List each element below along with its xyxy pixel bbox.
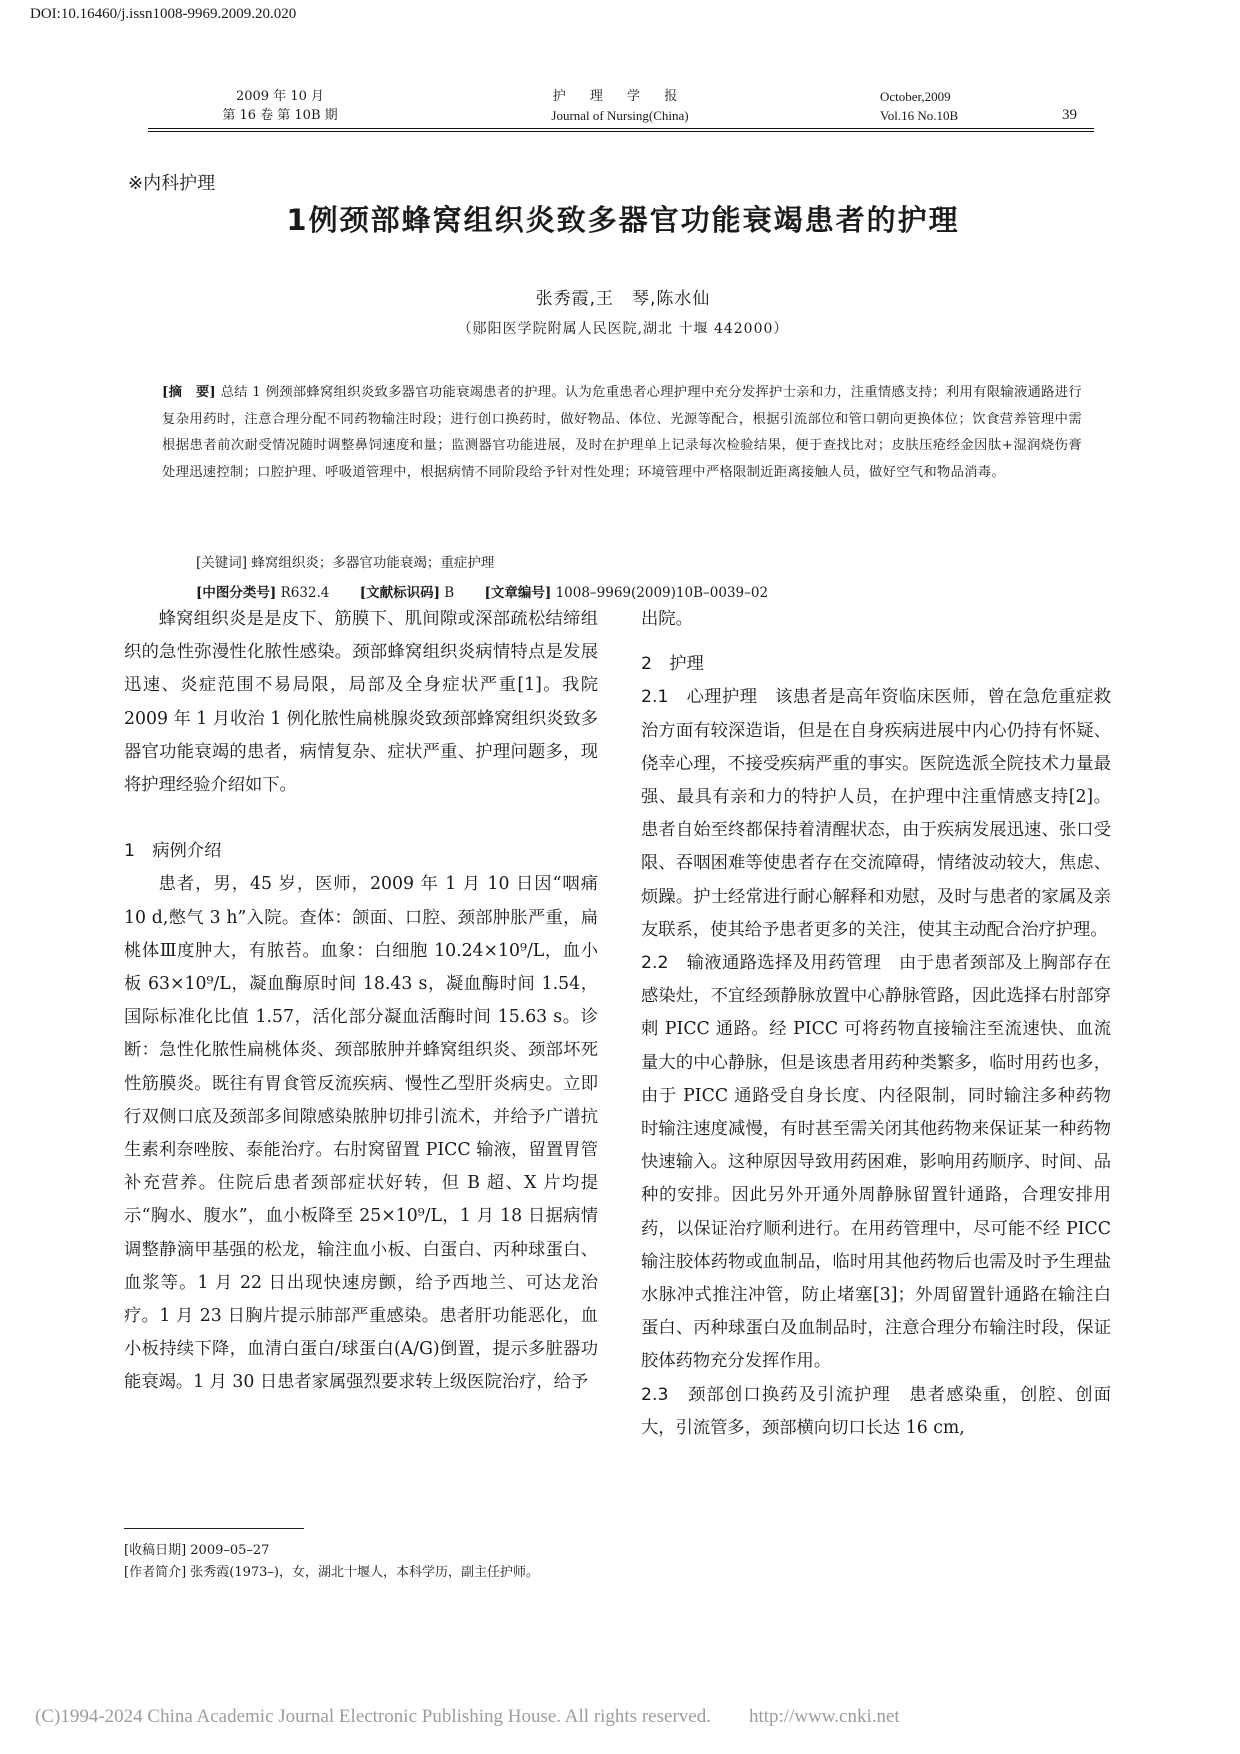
footnote-received: [收稿日期] 2009–05–27 — [124, 1543, 270, 1558]
abstract — [162, 380, 1082, 486]
section-tag: ※内科护理 — [128, 173, 216, 194]
subsection-2-3-text: 患者感染重，创腔、创面大，引流管多，颈部横向切口长达 16 cm, — [641, 1384, 1111, 1438]
footnote-author-bio: [作者简介] 张秀霞(1973–)，女，湖北十堰人，本科学历，副主任护师。 — [124, 1565, 540, 1580]
header-rule-top — [148, 128, 1094, 129]
section-2-heading: 2 护理 — [641, 654, 704, 675]
article-number-value: 1008–9969(2009)10B–0039–02 — [555, 585, 769, 601]
copyright-notice: (C)1994-2024 China Academic Journal Electronic Publishing House. All rights reserved. http://www.cnki.net — [35, 1706, 900, 1727]
subsection-2-1-text: 该患者是高年资临床医师，曾在急危重症救治方面有较深造诣，但是在自身疾病进展中内心仍持有怀疑、侥幸心理，不接受疾病严重的事实。医院选派全院技术力量最强、最具有亲和力的特护人员，在护理中注重情感支持[2]。患者自始至终都保持着清醒状态，由于疾病发展迅速、张口受限、吞咽困难等使患者存在交流障碍，情绪波动较大，焦虑、烦躁。护士经常进行耐心解释和劝慰，及时与患者的家属及亲友联系，使其给予患者更多的关注，使其主动配合治疗护理。 — [641, 687, 1111, 940]
case-paragraph: 患者，男，45 岁，医师，2009 年 1 月 10 日因“咽痛 10 d,憋气 3 h”入院。查体：颌面、口腔、颈部肿胀严重，扁桃体Ⅲ度肿大，有脓苔。血象：白细胞 10.24×10⁹/L，血小板 63×10⁹/L，凝血酶原时间 18.43 s，凝血酶时间 1.54，国际标准化比值 1.57，活化部分凝血活酶时间 15.63 s。诊断：急性化脓性扁桃体炎、颈部脓肿并蜂窝组织炎、颈部坏死性筋膜炎。既往有胃食管反流疾病、慢性乙型肝炎病史。立即行双侧口底及颈部多间隙感染脓肿切排引流术，并给予广谱抗生素利奈唑胺、泰能治疗。右肘窝留置 PICC 输液，留置胃管补充营养。住院后患者颈部症状好转，但 B 超、X 片均提示“胸水、腹水”，血小板降至 25×10⁹/L，1 月 18 日据病情调整静滴甲基强的松龙，输注血小板、白蛋白、丙种球蛋白、血浆等。1 月 22 日出现快速房颤，给予西地兰、可达龙治疗。1 月 23 日胸片提示肺部严重感染。患者肝功能恶化，血小板持续下降，血清白蛋白/球蛋白(A/G)倒置，提示多脏器功能衰竭。1 月 30 日患者家属强烈要求转上级医院治疗，给予 — [124, 874, 598, 1393]
header-rule-bottom — [148, 131, 1094, 132]
header-date-en: October,2009 — [880, 89, 951, 104]
clc-label: [中图分类号] — [196, 585, 277, 601]
journal-name-cn: 护 理 学 报 — [552, 89, 688, 104]
body-column-right — [641, 603, 1111, 1445]
subsection-2-3-heading: 2.3 颈部创口换药及引流护理 — [641, 1384, 891, 1405]
header-right — [880, 87, 1080, 125]
subsection-2-2-heading: 2.2 输液通路选择及用药管理 — [641, 953, 882, 974]
subsection-2-1-heading: 2.1 心理护理 — [641, 687, 758, 708]
clc-entry — [196, 585, 329, 601]
intro-paragraph: 蜂窝组织炎是是皮下、筋膜下、肌间隙或深部疏松结缔组织的急性弥漫性化脓性感染。颈部蜂窝组织炎病情特点是发展迅速、炎症范围不易局限，局部及全身症状严重[1]。我院 2009 年 1 月收治 1 例化脓性扁桃腺炎致颈部蜂窝组织炎致多器官功能衰竭的患者，病情复杂、症状严重、护理问题多，现将护理经验介绍如下。 — [124, 609, 598, 796]
affiliation: （郧阳医学院附属人民医院,湖北 十堰 442000） — [457, 321, 789, 337]
journal-name-en: Journal of Nursing(China) — [551, 108, 689, 123]
spacer — [641, 636, 1111, 648]
page-number: 39 — [1062, 107, 1077, 123]
footnote-rule — [124, 1528, 304, 1529]
article-number-label: [文章编号] — [484, 585, 552, 601]
spacer — [124, 802, 598, 835]
section-1-heading: 1 病例介绍 — [124, 841, 222, 862]
keywords-text: 蜂窝组织炎；多器官功能衰竭；重症护理 — [251, 555, 495, 571]
continuation-text: 出院。 — [641, 609, 693, 629]
classification-line — [196, 581, 794, 601]
keywords — [196, 551, 494, 571]
doi-line: DOI:10.16460/j.issn1008-9969.2009.20.020 — [30, 6, 297, 22]
subsection-2-3 — [641, 1379, 1111, 1445]
header-issue-en: Vol.16 No.10B — [880, 108, 959, 123]
body-column-left — [124, 603, 598, 1400]
author-list: 张秀霞,王 琴,陈水仙 — [535, 289, 711, 309]
header-date-cn: 2009 年 10 月 — [235, 89, 325, 104]
abstract-text: 总结 1 例颈部蜂窝组织炎致多器官功能衰竭患者的护理。认为危重患者心理护理中充分发挥护士亲和力，注重情感支持；利用有限输液通路进行复杂用药时，注意合理分配不同药物输注时段；进行创口换药时，做好物品、体位、光源等配合，根据引流部位和管口朝向更换体位；饮食营养管理中需根据患者前次耐受情况随时调整鼻饲速度和量；监测器官功能进展，及时在护理单上记录每次检验结果，便于查找比对；皮肤压疮经金因肽+湿润烧伤膏处理迅速控制；口腔护理、呼吸道管理中，根据病情不同阶段给予针对性处理；环境管理中严格限制近距离接触人员，做好空气和物品消毒。 — [162, 385, 1082, 480]
subsection-2-2 — [641, 947, 1111, 1379]
doc-code-label: [文献标识码] — [359, 585, 440, 601]
article-title: 1例颈部蜂窝组织炎致多器官功能衰竭患者的护理 — [286, 203, 960, 237]
subsection-2-2-text: 由于患者颈部及上胸部存在感染灶，不宜经颈静脉放置中心静脉管路，因此选择右肘部穿刺 PICC 通路。经 PICC 可将药物直接输注至流速快、血流量大的中心静脉，但是该患者用药种类繁多，临时用药也多，由于 PICC 通路受自身长度、内径限制，同时输注多种药物时输注速度减慢，有时甚至需关闭其他药物来保证某一种药物快速输入。这种原因导致用药困难，影响用药顺序、时间、品种的安排。因此另外开通外周静脉留置针通路，合理安排用药，以保证治疗顺利进行。在用药管理中，尽可能不经 PICC 输注胶体药物或血制品，临时用其他药物后也需及时予生理盐水脉冲式推注冲管，防止堵塞[3]；外周留置针通路在输注白蛋白、丙种球蛋白及血制品时，注意合理分布输注时段，保证胶体药物充分发挥作用。 — [641, 953, 1111, 1372]
article-number-entry — [484, 585, 768, 601]
header-center — [500, 87, 740, 125]
header-left — [200, 87, 360, 125]
keywords-label: [关键词] — [196, 555, 248, 571]
doc-code-entry — [360, 585, 455, 601]
abstract-label: [摘 要] — [162, 385, 217, 400]
subsection-2-1 — [641, 681, 1111, 947]
doc-code-value: B — [444, 585, 455, 601]
header-issue-cn: 第 16 卷 第 10B 期 — [222, 108, 338, 123]
clc-value: R632.4 — [280, 585, 330, 601]
